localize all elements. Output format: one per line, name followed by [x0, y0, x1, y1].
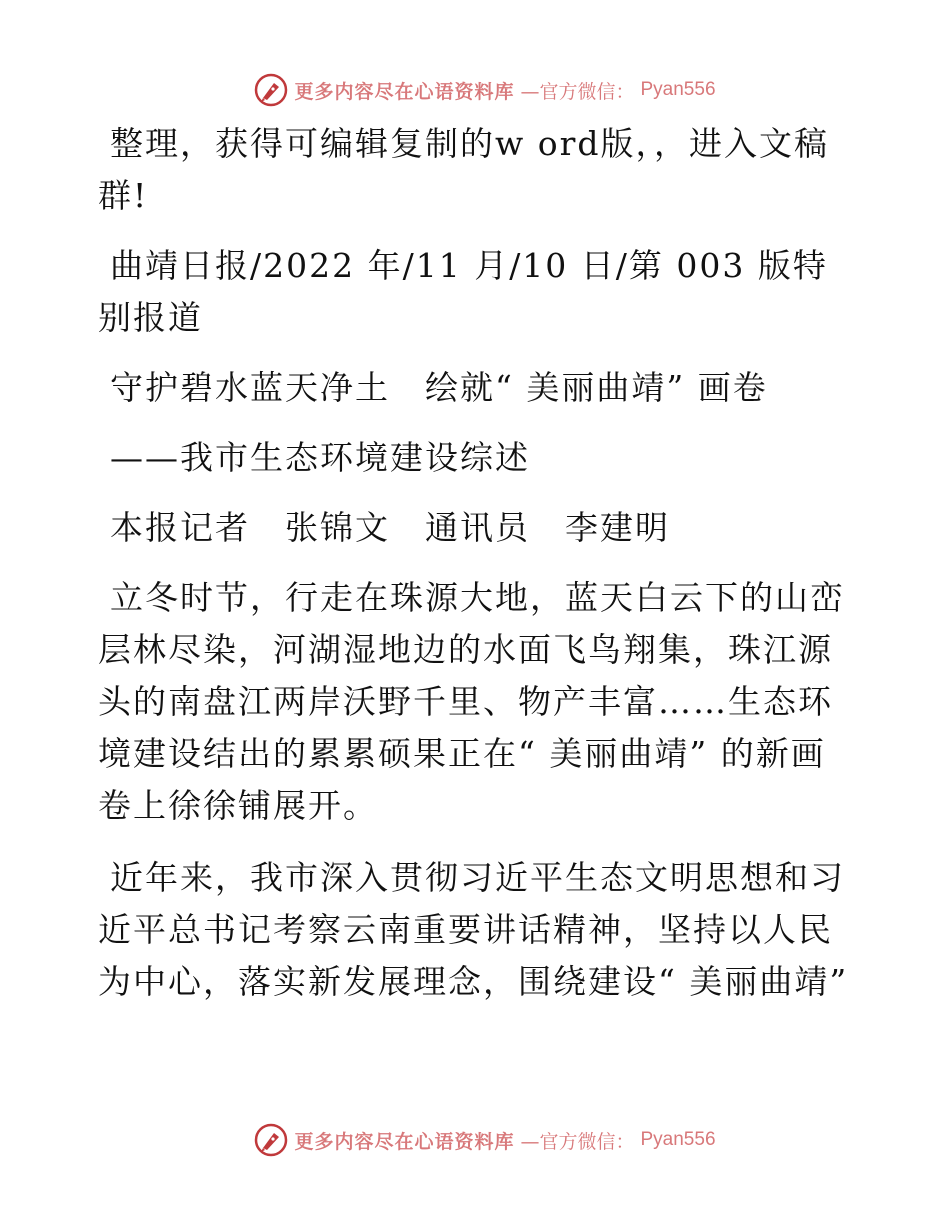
header-banner-content	[254, 73, 715, 107]
pen-nib-logo-icon	[254, 73, 288, 107]
body-paragraph-2: 近年来，我市深入贯彻习近平生态文明思想和习近平总书记考察云南重要讲话精神，坚持以人民为中心，落实新发展理念，围绕建设“ 美丽曲靖”	[98, 858, 849, 1001]
pen-nib-logo-icon	[254, 1123, 288, 1157]
footer-banner	[0, 1120, 950, 1160]
source-line: 曲靖日报/2022 年/11 月/10 日/第 003 版特别报道	[98, 246, 828, 337]
header-banner-separator: —官方微信：	[520, 80, 635, 103]
footer-banner-content	[254, 1123, 715, 1157]
intro-note: 整理，获得可编辑复制的w ord版，，进入文稿群!	[98, 124, 830, 215]
header-banner	[0, 70, 950, 110]
body-paragraph-1: 立冬时节，行走在珠源大地，蓝天白云下的山峦层林尽染，河湖湿地边的水面飞鸟翔集，珠江源头的南盘江两岸沃野千里、物产丰富……生态环境建设结出的累累硕果正在“ 美丽曲靖” 的新画卷上徐徐铺展开。	[98, 578, 845, 825]
header-banner-wechat-id: Pyan556	[640, 79, 716, 100]
article-subtitle: ——我市生态环境建设综述	[110, 438, 530, 477]
footer-banner-text: 更多内容尽在心语资料库	[294, 1130, 515, 1153]
document-body	[98, 118, 850, 1008]
footer-banner-separator: —官方微信：	[520, 1130, 635, 1153]
header-banner-text: 更多内容尽在心语资料库	[294, 80, 515, 103]
article-title: 守护碧水蓝天净土 绘就“ 美丽曲靖” 画卷	[110, 368, 768, 407]
footer-banner-wechat-id: Pyan556	[640, 1129, 716, 1150]
byline: 本报记者 张锦文 通讯员 李建明	[110, 508, 670, 547]
